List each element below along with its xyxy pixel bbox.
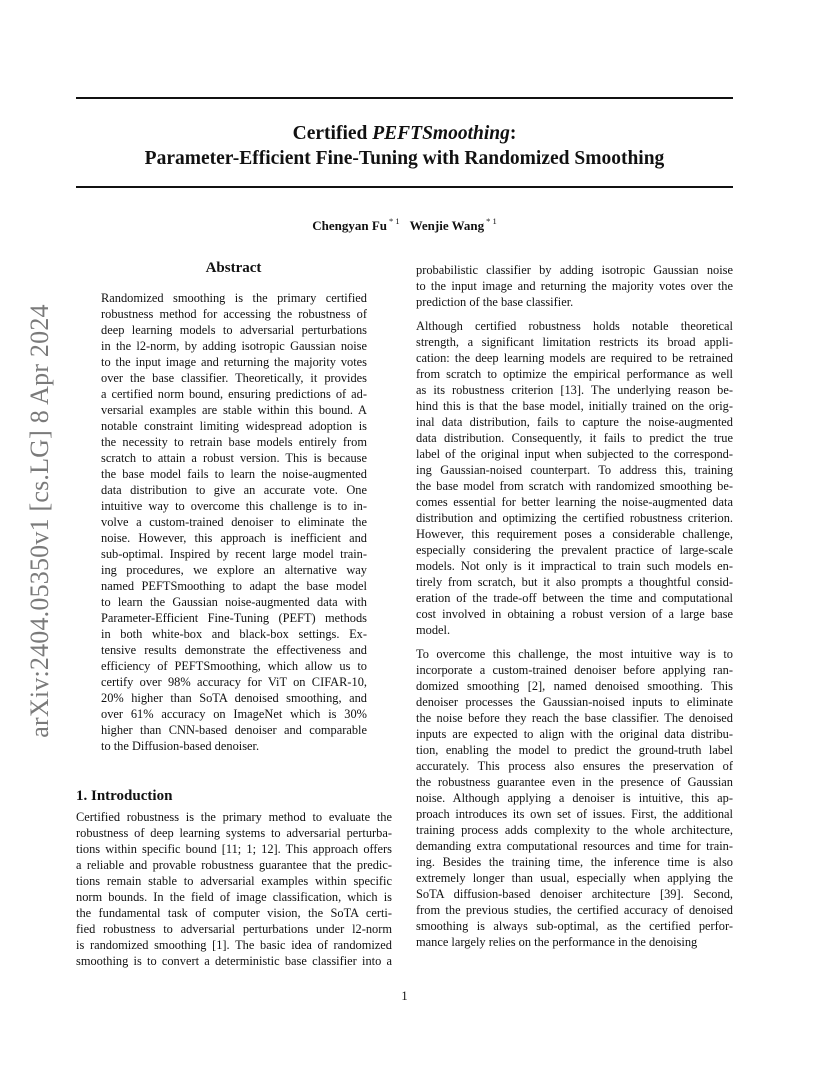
text-line: inputs are expected to align with the original data distribu- xyxy=(416,727,733,741)
text-line: from the previous studies, the certified accuracy of denoised xyxy=(416,903,733,917)
text-line: in the l2-norm, by adding isotropic Gaussian noise xyxy=(101,339,367,353)
text-line: accurately. This process also ensures the preservation of xyxy=(416,759,733,773)
text-line: eration of the trade-off between the time and computational xyxy=(416,591,733,605)
text-line: comes essential for better learning the noise-augmented data xyxy=(416,495,733,509)
right-column-body xyxy=(416,262,733,950)
title-rule-bottom xyxy=(76,186,733,188)
text-line: tions within specific bound [11; 1; 12]. This approach offers xyxy=(76,842,392,856)
text-line: prediction of the base classifier. xyxy=(416,295,574,309)
text-line: scratch to attain a robust version. This is because xyxy=(101,451,367,465)
text-line: named PEFTSmoothing to adapt the base model xyxy=(101,579,367,593)
text-line: hind this is that the base model, initially trained on the orig- xyxy=(416,399,733,413)
text-line: over the base classifier. Theoretically, it provides xyxy=(101,371,367,385)
text-line: SoTA diffusion-based denoiser architecture [39]. Second, xyxy=(416,887,733,901)
text-line: probabilistic classifier by adding isotropic Gaussian noise xyxy=(416,263,733,277)
text-line: the base model from scratch with randomized smoothing be- xyxy=(416,479,733,493)
text-line: notable constraint limiting widespread adoption is xyxy=(101,419,367,433)
text-line: mance largely relies on the performance in the denoising xyxy=(416,935,698,949)
paper-title-line2: Parameter-Efficient Fine-Tuning with Randomized Smoothing xyxy=(144,148,665,169)
text-line: model. xyxy=(416,623,451,637)
text-line: domized smoothing [2], named denoised smoothing. This xyxy=(416,679,733,693)
text-line: inal data distribution, fails to capture the noise-augmented xyxy=(416,415,733,429)
text-line: extremely longer than usual, especially when applying the xyxy=(416,871,733,885)
text-line: certify over 98% accuracy for ViT on CIFAR-10, xyxy=(101,675,367,689)
text-line: as its robustness criterion [13]. The underlying reason be- xyxy=(416,383,733,397)
author-affiliation-mark: * 1 xyxy=(486,216,497,226)
title-method-name: PEFTSmoothing xyxy=(372,123,510,144)
text-line: efficiency of PEFTSmoothing, which allow us to xyxy=(101,659,367,673)
text-line: fied robustness to adversarial perturbations under l2-norm xyxy=(76,922,392,936)
text-line: to the input image and returning the majority votes xyxy=(101,355,367,369)
text-line: robustness method for accessing the robustness of xyxy=(101,307,367,321)
text-line: data distribution. Consequently, it fails to predict the true xyxy=(416,431,733,445)
text-line: smoothing is always sub-optimal, as the certified perfor- xyxy=(416,919,733,933)
text-line: to learn the Gaussian noise-augmented data with xyxy=(101,595,367,609)
text-line: strength, a significant limitation restricts its broad appli- xyxy=(416,335,733,349)
text-line: norm bounds. In the field of image classification, which is xyxy=(76,890,392,904)
text-line: denoiser processes the Gaussian-noised inputs to eliminate xyxy=(416,695,733,709)
text-line: To overcome this challenge, the most intuitive way is to xyxy=(416,647,733,661)
text-line: Although certified robustness holds notable theoretical xyxy=(416,319,733,333)
text-line: versarial examples are stable within this bound. A xyxy=(101,403,367,417)
text-line: especially considering the prevalent practice of large-scale xyxy=(416,543,733,557)
text-line: the base model fails to learn the noise-augmented xyxy=(101,467,367,481)
text-line: sub-optimal. Inspired by recent large model train- xyxy=(101,547,367,561)
introduction-body xyxy=(76,809,392,969)
text-line: training process adds complexity to the whole architecture, xyxy=(416,823,733,837)
text-line: data distribution to give an accurate vote. One xyxy=(101,483,367,497)
text-line: higher than CNN-based denoiser and comparable xyxy=(101,723,367,737)
text-line: intuitive way to overcome this challenge is to in- xyxy=(101,499,367,513)
text-line: label of the original input when subjected to the correspond- xyxy=(416,447,733,461)
text-line: from scratch to optimize the empirical performance as well xyxy=(416,367,733,381)
author-name: Chengyan Fu xyxy=(312,218,387,233)
abstract-body xyxy=(101,290,367,754)
text-line: 20% higher than SoTA denoised smoothing, and xyxy=(101,691,367,705)
title-prefix: Certified xyxy=(292,123,373,144)
text-line: ing. Besides the training time, the inference time is also xyxy=(416,855,733,869)
text-line: Certified robustness is the primary method to evaluate the xyxy=(76,810,392,824)
text-line: Parameter-Efficient Fine-Tuning (PEFT) methods xyxy=(101,611,367,625)
title-colon: : xyxy=(509,123,517,144)
paragraph-gap xyxy=(416,310,733,318)
text-line: ing procedures, we explore an alternative way xyxy=(101,563,367,577)
text-line: the noise before they reach the base classifier. The denoised xyxy=(416,711,733,725)
page-number: 1 xyxy=(401,989,408,1003)
text-line: a certified norm bound, ensuring predictions of ad- xyxy=(101,387,367,401)
text-line: tensive results demonstrate the effectiveness and xyxy=(101,643,367,657)
paragraph-gap xyxy=(416,638,733,646)
text-line: noise. However, this approach is inefficient and xyxy=(101,531,367,545)
text-line: noise. Although applying a denoiser is intuitive, this ap- xyxy=(416,791,733,805)
text-line: to the Diffusion-based denoiser. xyxy=(101,739,260,753)
text-line: incorporate a custom-trained denoiser before applying ran- xyxy=(416,663,733,677)
text-line: tirely from scratch, but it also prompts a thoughtful consid- xyxy=(416,575,733,589)
author-list xyxy=(76,216,733,234)
abstract-heading: Abstract xyxy=(205,260,262,276)
text-line: tions remain stable to adversarial examples within specific xyxy=(76,874,392,888)
text-line: robustness of deep learning systems to adversarial perturba- xyxy=(76,826,392,840)
text-line: models. Not only is it impractical to train such models en- xyxy=(416,559,733,573)
text-line: in both white-box and black-box settings. Ex- xyxy=(101,627,367,641)
text-line: deep learning models to adversarial perturbations xyxy=(101,323,367,337)
text-line: is randomized smoothing [1]. The basic idea of randomized xyxy=(76,938,392,952)
text-line: a reliable and provable robustness guarantee that the predic- xyxy=(76,858,392,872)
arxiv-stamp-text: arXiv:2404.05350v1 [cs.LG] 8 Apr 2024 xyxy=(25,304,54,738)
text-line: distribution and optimizing the certified robustness criterion. xyxy=(416,511,733,525)
title-rule-top xyxy=(76,97,733,99)
text-line: smoothing is to convert a deterministic base classifier into a xyxy=(76,954,392,968)
text-line: the robustness guarantee even in the presence of Gaussian xyxy=(416,775,733,789)
text-line: cation: the deep learning models are required to be retrained xyxy=(416,351,733,365)
text-line: ing Gaussian-noised counterpart. To address this, training xyxy=(416,463,733,477)
text-line: However, this requirement poses a considerable challenge, xyxy=(416,527,733,541)
text-line: proach introduces its own set of issues. First, the additional xyxy=(416,807,733,821)
text-line: to the input image and returning the majority votes over the xyxy=(416,279,733,293)
section-heading-introduction: 1. Introduction xyxy=(76,788,173,804)
text-line: the fundamental task of computer vision, the SoTA certi- xyxy=(76,906,392,920)
arxiv-stamp xyxy=(15,297,65,745)
text-line: demanding extra computational resources and time for train- xyxy=(416,839,733,853)
text-line: over 61% accuracy on ImageNet which is 30% xyxy=(101,707,367,721)
paper-title-line1 xyxy=(76,121,733,146)
text-line: Randomized smoothing is the primary certified xyxy=(101,291,367,305)
text-line: volve a custom-trained denoiser to eliminate the xyxy=(101,515,367,529)
author-affiliation-mark: * 1 xyxy=(389,216,400,226)
text-line: tion, enabling the model to predict the ground-truth label xyxy=(416,743,733,757)
author-name: Wenjie Wang xyxy=(409,218,485,233)
text-line: cost involved in obtaining a robust version of a large base xyxy=(416,607,733,621)
text-line: the necessity to retrain base models entirely from xyxy=(101,435,367,449)
